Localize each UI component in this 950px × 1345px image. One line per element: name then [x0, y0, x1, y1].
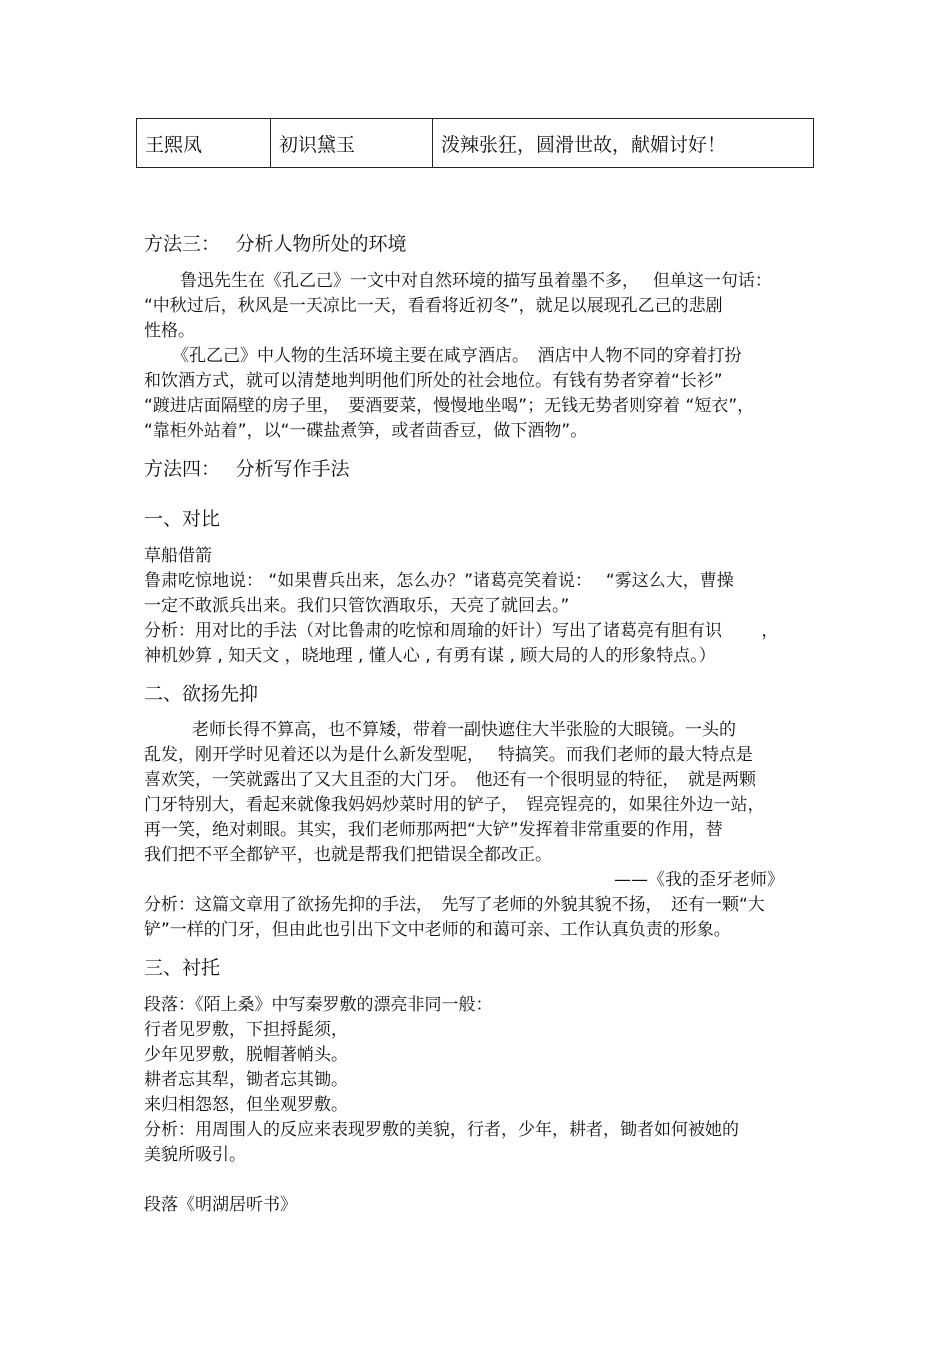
- paragraph-line: 门牙特别大，看起来就像我妈妈炒菜时用的铲子， 锃亮锃亮的，如果往外边一站，: [144, 795, 765, 815]
- paragraph-line: 性格。: [144, 321, 195, 341]
- paragraph-line: 《孔乙己》中人物的生活环境主要在咸亨酒店。 酒店中人物不同的穿着打扮: [172, 346, 742, 366]
- poem-line: 耕者忘其犁，锄者忘其锄。: [144, 1070, 348, 1090]
- paragraph-line: 和饮酒方式，就可以清楚地判明他们所处的社会地位。有钱有势者穿着“长衫”: [144, 371, 723, 391]
- method4-heading: 方法四： 分析写作手法: [144, 458, 350, 480]
- paragraph-line: 鲁迅先生在《孔乙己》一文中对自然环境的描写虽着墨不多， 但单这一句话：: [180, 271, 772, 291]
- paragraph-line: “踱进店面隔壁的房子里， 要酒要菜，慢慢地坐喝”；无钱无势者则穿着 “短衣”，: [144, 396, 755, 416]
- example-title: 草船借箭: [144, 546, 212, 566]
- analysis-line: 铲”一样的门牙，但由此也引出下文中老师的和蔼可亲、工作认真负责的形象。: [144, 920, 731, 940]
- analysis-line: 分析：这篇文章用了欲扬先抑的手法， 先写了老师的外貌其貌不扬， 还有一颗“大: [144, 895, 765, 915]
- paragraph-line: 一定不敢派兵出来。我们只管饮酒取乐，天亮了就回去。”: [144, 596, 570, 616]
- paragraph-line: 我们把不平全都铲平，也就是帮我们把错误全都改正。: [144, 845, 552, 865]
- paragraph-line: 鲁肃吃惊地说： “如果曹兵出来，怎么办？”诸葛亮笑着说： “雾这么大，曹操: [144, 571, 734, 591]
- analysis-line: 神机妙算 , 知天文 ，晓地理 , 懂人心 , 有勇有谋 , 顾大局的人的形象特点。）: [144, 646, 716, 666]
- paragraph-line: 段落《明湖居听书》: [144, 1195, 297, 1215]
- paragraph-line: 喜欢笑，一笑就露出了又大且歪的大门牙。 他还有一个很明显的特征， 就是两颗: [144, 770, 756, 790]
- table-cell: 王熙凤: [137, 119, 271, 168]
- character-table: [136, 118, 814, 168]
- paragraph-line: “靠柜外站着”，以“一碟盐煮笋，或者茴香豆，做下酒物”。: [144, 421, 588, 441]
- analysis-line: 分析：用周围人的反应来表现罗敷的美貌，行者，少年，耕者，锄者如何被她的: [144, 1120, 739, 1140]
- section-heading: 二、欲扬先抑: [144, 683, 259, 705]
- table-cell: 初识黛玉: [271, 119, 433, 168]
- table-cell: 泼辣张狂，圆滑世故，献媚讨好！: [433, 119, 814, 168]
- section-heading: 三、衬托: [144, 957, 221, 979]
- paragraph-line: 乱发，刚开学时见着还以为是什么新发型呢， 特搞笑。而我们老师的最大特点是: [144, 745, 753, 765]
- poem-line: 行者见罗敷，下担捋髭须，: [144, 1020, 348, 1040]
- table-row: [137, 119, 814, 168]
- paragraph-line: 再一笑，绝对刺眼。其实，我们老师那两把“大铲”发挥着非常重要的作用，替: [144, 820, 723, 840]
- source-attribution: ——《我的歪牙老师》: [614, 870, 784, 890]
- section-heading: 一、对比: [144, 508, 221, 530]
- paragraph-line: 段落：《陌上桑》中写秦罗敷的漂亮非同一般：: [144, 995, 493, 1015]
- poem-line: 少年见罗敷，脱帽著帩头。: [144, 1045, 348, 1065]
- paragraph-line: 老师长得不算高，也不算矮，带着一副快遮住大半张脸的大眼镜。一头的: [192, 720, 736, 740]
- analysis-line: 分析：用对比的手法（对比鲁肃的吃惊和周瑜的奸计）写出了诸葛亮有胆有识 ，: [144, 621, 779, 641]
- method3-heading: 方法三： 分析人物所处的环境: [144, 233, 407, 255]
- analysis-line: 美貌所吸引。: [144, 1145, 246, 1165]
- poem-line: 来归相怨怒，但坐观罗敷。: [144, 1095, 348, 1115]
- paragraph-line: “中秋过后，秋风是一天凉比一天，看看将近初冬”，就足以展现孔乙己的悲剧: [144, 296, 723, 316]
